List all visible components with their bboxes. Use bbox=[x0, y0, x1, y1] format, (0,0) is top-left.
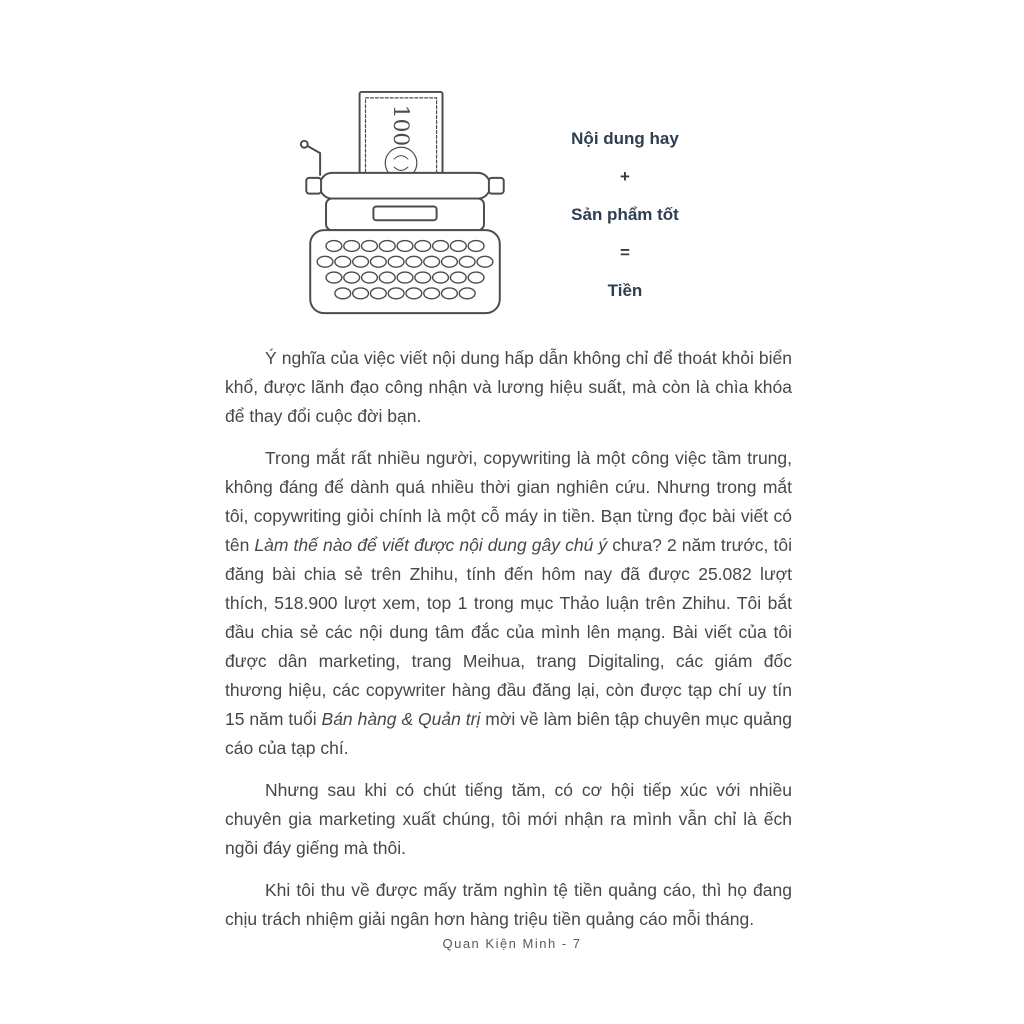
equation-line-product: Sản phẩm tốt bbox=[571, 205, 679, 224]
typewriter-money-icon bbox=[296, 88, 514, 320]
equation-line-money: Tiền bbox=[607, 281, 643, 300]
page-body bbox=[225, 344, 792, 947]
equation-line-content: Nội dung hay bbox=[571, 129, 679, 148]
equation-block bbox=[535, 130, 715, 320]
paragraph: Nhưng sau khi có chút tiếng tăm, có cơ hội tiếp xúc với nhiều chuyên gia marketing xuất chúng, tôi mới nhận ra mình vẫn chỉ là ếch ngồi đáy giếng mà thôi. bbox=[225, 780, 792, 858]
equation-plus-sign: + bbox=[620, 167, 630, 186]
paragraph: Ý nghĩa của việc viết nội dung hấp dẫn không chỉ để thoát khỏi biển khổ, được lãnh đạo công nhận và lương hiệu suất, mà còn là chìa khóa để thay đổi cuộc đời bạn. bbox=[225, 348, 792, 426]
bill-denomination: 100 bbox=[388, 104, 414, 147]
page-footer: Quan Kiện Minh - 7 bbox=[442, 936, 582, 951]
typewriter-illustration bbox=[296, 88, 514, 320]
equation-equals-sign: = bbox=[620, 243, 630, 262]
paragraph: Khi tôi thu về được mấy trăm nghìn tệ tiền quảng cáo, thì họ đang chịu trách nhiệm giải ngân hơn hàng triệu tiền quảng cáo mỗi tháng. bbox=[225, 880, 792, 929]
paragraph: Trong mắt rất nhiều người, copywriting là một công việc tầm trung, không đáng để dành quá nhiều thời gian nghiên cứu. Nhưng trong mắt tôi, copywriting giỏi chính là một cỗ máy in tiền. Bạn từng đọc bài viết có tên Làm thế nào để viết được nội dung gây chú ý chưa? 2 năm trước, tôi đăng bài chia sẻ trên Zhihu, tính đến hôm nay đã được 25.082 lượt thích, 518.900 lượt xem, top 1 trong mục Thảo luận trên Zhihu. Tôi bắt đầu chia sẻ các nội dung tâm đắc của mình lên mạng. Bài viết của tôi được dân marketing, trang Meihua, trang Digitaling, các giám đốc thương hiệu, các copywriter hàng đầu đăng lại, còn được tạp chí uy tín 15 năm tuổi Bán hàng & Quản trị mời về làm biên tập chuyên mục quảng cáo của tạp chí. bbox=[225, 448, 793, 758]
